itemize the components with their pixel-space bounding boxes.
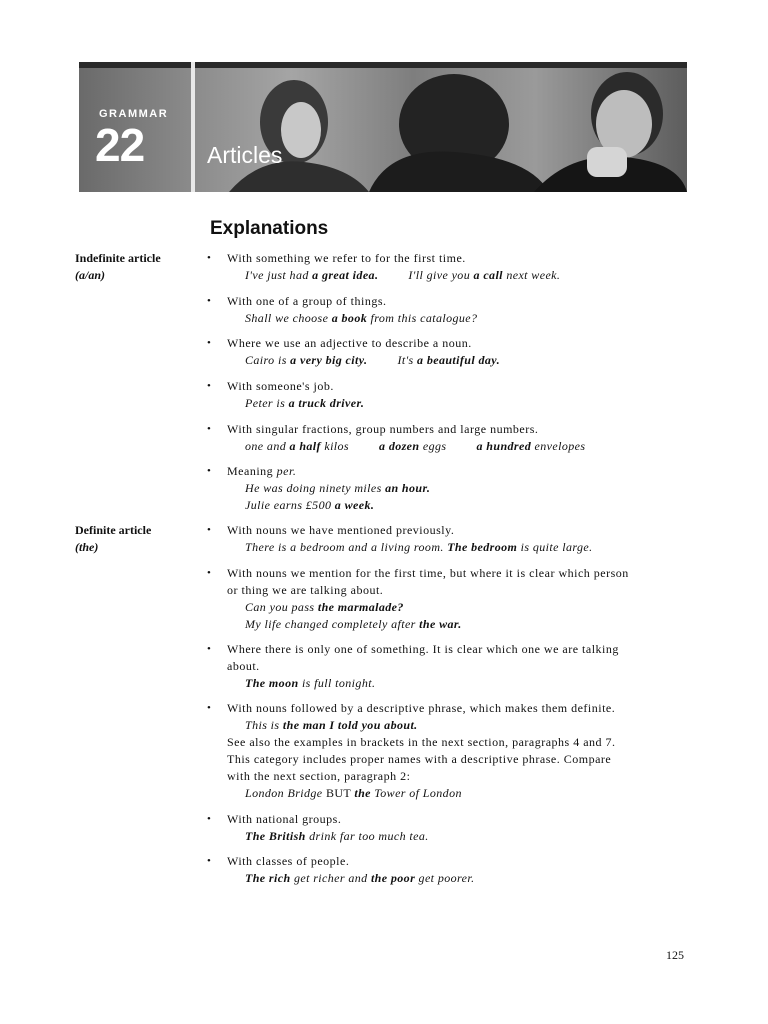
item-text: With something we refer to for the first time. [227, 251, 466, 265]
side-sublabel: (a/an) [75, 268, 105, 282]
explanation-item [207, 463, 687, 514]
example-line: I've just had a great idea. I'll give you a call next week. [245, 268, 561, 282]
bullet: • [207, 252, 212, 264]
item-text: With someone's job. [227, 379, 334, 393]
note-text: This category includes proper names with a descriptive phrase. Compare [227, 752, 612, 766]
chapter-banner [79, 62, 687, 192]
side-label: Indefinite article [75, 251, 161, 265]
explanation-item [207, 293, 687, 327]
bullet: • [207, 643, 212, 655]
example-line: The moon is full tonight. [245, 676, 376, 690]
bullet: • [207, 295, 212, 307]
explanation-item [207, 700, 687, 802]
side-sublabel: (the) [75, 540, 99, 554]
page-number: 125 [666, 948, 684, 962]
explanation-item [207, 853, 687, 887]
example-line: one and a half kilos a dozen eggs a hundred envelopes [245, 439, 586, 453]
bullet: • [207, 702, 212, 714]
explanation-item [207, 641, 687, 692]
example-line: He was doing ninety miles an hour. [245, 481, 431, 495]
example-line: There is a bedroom and a living room. The bedroom is quite large. [245, 540, 593, 554]
item-text: With one of a group of things. [227, 294, 387, 308]
grammar-label: GRAMMAR [99, 108, 169, 120]
example-line: My life changed completely after the war. [245, 617, 462, 631]
section-heading: Explanations [210, 218, 329, 239]
example-line: The British drink far too much tea. [245, 829, 429, 843]
example-line: Shall we choose a book from this catalogue? [245, 311, 478, 325]
example-line: London Bridge BUT the Tower of London [245, 786, 462, 800]
item-text: Where we use an adjective to describe a noun. [227, 336, 472, 350]
explanation-item [207, 335, 687, 369]
side-label-definite [75, 522, 151, 556]
bullet: • [207, 337, 212, 349]
explanation-item [207, 250, 687, 284]
bullet: • [207, 567, 212, 579]
example-line: Peter is a truck driver. [245, 396, 365, 410]
item-text: Where there is only one of something. It is clear which one we are talking [227, 642, 619, 656]
explanation-item [207, 811, 687, 845]
bullet: • [207, 524, 212, 536]
banner-photo [79, 62, 687, 192]
note-text: See also the examples in brackets in the next section, paragraphs 4 and 7. [227, 735, 616, 749]
example-line: This is the man I told you about. [245, 718, 418, 732]
explanation-item [207, 378, 687, 412]
item-text: about. [227, 659, 260, 673]
bullet: • [207, 465, 212, 477]
item-text: or thing we are talking about. [227, 583, 384, 597]
item-text: With nouns we mention for the first time, but where it is clear which person [227, 566, 629, 580]
bullet: • [207, 813, 212, 825]
item-text: With singular fractions, group numbers and large numbers. [227, 422, 539, 436]
explanation-item [207, 522, 687, 556]
example-line: Cairo is a very big city. It's a beautiful day. [245, 353, 500, 367]
bullet: • [207, 855, 212, 867]
item-text: Meaning per. [227, 464, 297, 478]
note-text: with the next section, paragraph 2: [227, 769, 411, 783]
explanation-item [207, 421, 687, 455]
side-label: Definite article [75, 523, 152, 537]
example-line: The rich get richer and the poor get poorer. [245, 871, 475, 885]
item-text: With nouns followed by a descriptive phrase, which makes them definite. [227, 701, 616, 715]
unit-number: 22 [95, 119, 145, 171]
side-label-indefinite [75, 250, 161, 284]
bullet: • [207, 423, 212, 435]
item-text: With national groups. [227, 812, 342, 826]
item-text: With nouns we have mentioned previously. [227, 523, 455, 537]
banner-divider [191, 62, 195, 192]
unit-title: Articles [207, 142, 283, 168]
item-text: With classes of people. [227, 854, 350, 868]
example-line: Can you pass the marmalade? [245, 600, 404, 614]
explanation-item [207, 565, 687, 633]
example-line: Julie earns £500 a week. [245, 498, 375, 512]
bullet: • [207, 380, 212, 392]
